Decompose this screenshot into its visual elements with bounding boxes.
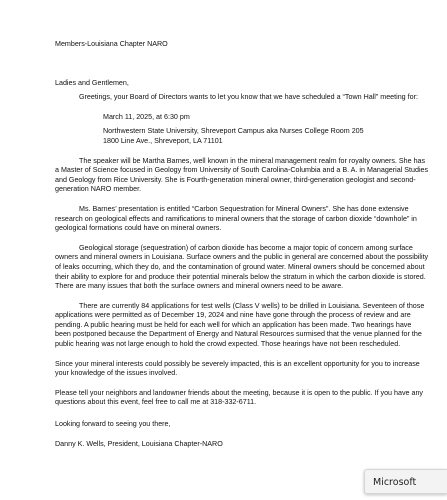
event-location: Northwestern State University, Shreveport Campus aka Nurses College Room 205: [103, 127, 364, 136]
intro-paragraph: Greetings, your Board of Directors wants to let you know that we have scheduled a “Town Hall” meeting for:: [79, 93, 418, 102]
contact-paragraph: Please tell your neighbors and landowner friends about the meeting, because it is open to the public. If you have any questions about this event, feel free to call me at 318-332-6711.: [55, 388, 423, 407]
signoff: Looking forward to seeing you there,: [55, 420, 171, 429]
microsoft-notification[interactable]: [364, 469, 447, 494]
speaker-paragraph: The speaker will be Martha Barnes, well known in the mineral management realm for royalty owners. She has a Master of Science focused in Geology from University of South Carolina-Columbia and a B. A. in Managerial Studies and Geology from Rice University. She is Fourth-generation mineral owner, third-generation geologist and second-generation NARO member.: [55, 156, 429, 194]
salutation: Ladies and Gentlemen,: [55, 78, 129, 87]
notification-label: Microsoft: [373, 477, 417, 488]
event-details: [103, 113, 429, 147]
letter-header: Members-Louisiana Chapter NARO: [55, 40, 168, 48]
event-address: 1800 Line Ave., Shreveport, LA 71101: [103, 136, 223, 145]
storage-paragraph: Geological storage (sequestration) of carbon dioxide has become a major topic of concern among surface owners and mineral owners in Louisiana. Surface owners and the public in general are concerned about the possibility of leaks occurring, which they do, and the contamination of ground water. Mineral owners should be concerned about their ability to explore for and produce their potential minerals below the stratum in which the carbon dioxide is stored. There are many issues that both the surface owners and mineral owners need to be aware.: [55, 243, 429, 291]
presentation-paragraph: Ms. Barnes’ presentation is entitled “Carbon Sequestration for Mineral Owners”. She has done extensive research on geological effects and ramifications to mineral owners that the storage of carbon dioxide “downhole” in geological formations could have on mineral owners.: [55, 204, 417, 233]
signature: Danny K. Wells, President, Louisiana Chapter-NARO: [55, 439, 223, 448]
opportunity-paragraph: Since your mineral interests could possibly be severely impacted, this is an excellent opportunity for you to increase your knowledge of the issues involved.: [55, 359, 420, 378]
applications-paragraph: There are currently 84 applications for test wells (Class V wells) to be drilled in Louisiana. Seventeen of those applications were permitted as of December 19, 2024 and nine have gone through the process of review and are pending. A public hearing must be held for each well for which an application has been made. Two hearings have been postponed because the Department of Energy and Natural Resources surmised that the venue planned for the public hearing was not large enough to hold the crowd expected. Those hearings have not been rescheduled.: [55, 301, 425, 349]
event-datetime: March 11, 2025, at 6:30 pm: [103, 112, 190, 121]
